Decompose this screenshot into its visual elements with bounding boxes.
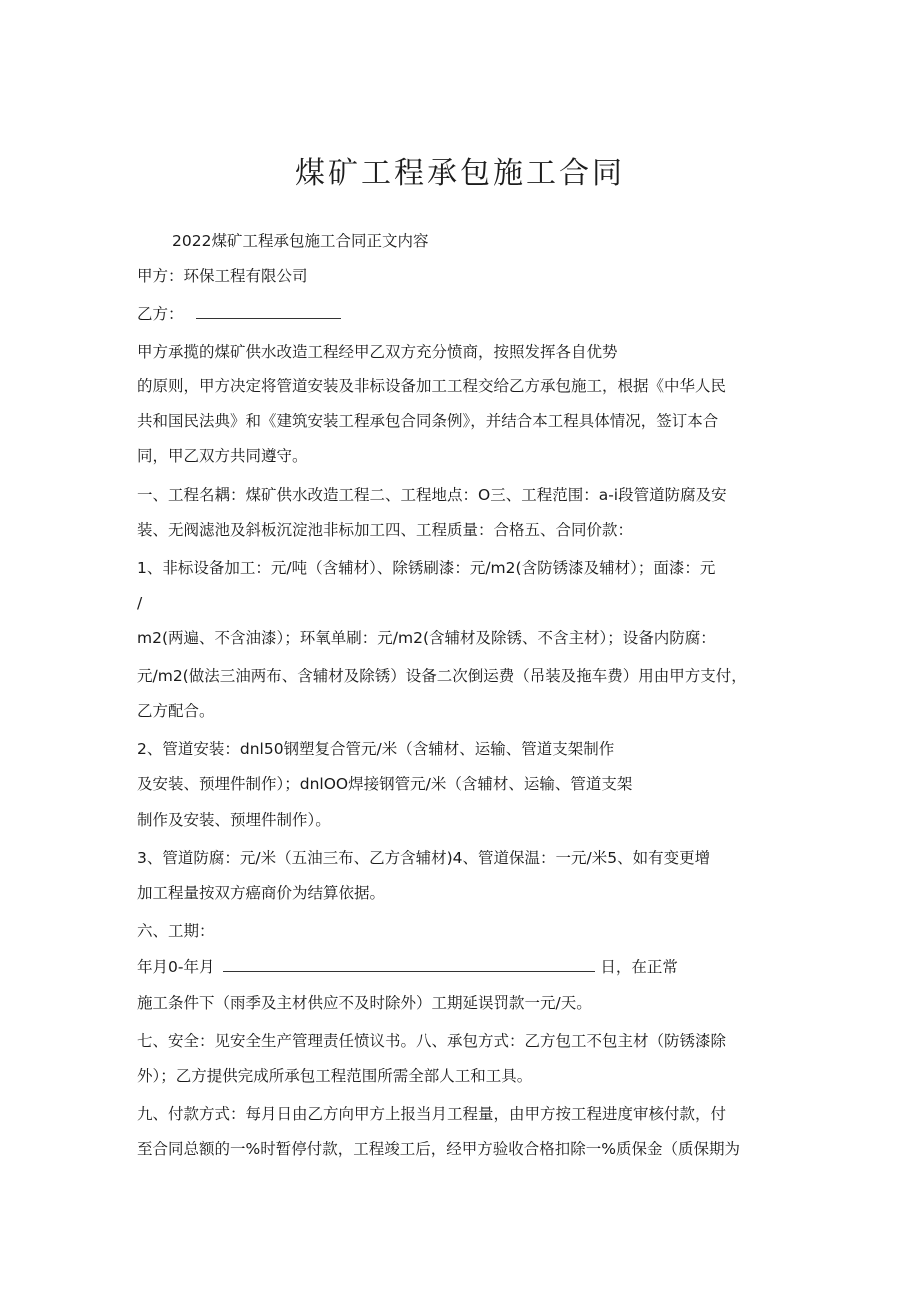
schedule-line xyxy=(137,955,678,979)
schedule-end-text: 日，在正常 xyxy=(600,958,678,976)
paragraph-line: 制作及安装、预埋件制作）。 xyxy=(137,811,331,829)
paragraph-line: 装、无阀滤池及斜板沉淀池非标加工四、工程质量：合格五、合同价款： xyxy=(137,521,634,539)
paragraph-line: 1、非标设备加工：元/吨（含辅材）、除锈刷漆：元∕m2(含防锈漆及辅材）；面漆：元 xyxy=(137,559,716,577)
paragraph-line: 的原则，甲方决定将管道安装及非标设备加工工程交给乙方承包施工，根据《中华人民 xyxy=(137,377,727,395)
party-a-line: 甲方：环保工程有限公司 xyxy=(137,267,308,285)
paragraph-line: 至合同总额的一%时暂停付款，工程竣工后，经甲方验收合格扣除一%质保金（质保期为 xyxy=(137,1140,740,1158)
paragraph-line: 一、工程名耦：煤矿供水改造工程二、工程地点：O三、工程范围：a-i段管道防腐及安 xyxy=(137,486,727,504)
paragraph-line: 九、付款方式：每月日由乙方向甲方上报当月工程量，由甲方按工程进度审核付款，付 xyxy=(137,1105,727,1123)
paragraph-line: 及安装、预埋件制作）；dnlOO焊接钢管元/米（含辅材、运输、管道支架 xyxy=(137,775,633,793)
paragraph-line: 甲方承揽的煤矿供水改造工程经甲乙双方充分愤商，按照发挥各自优势 xyxy=(137,343,618,361)
party-b-blank xyxy=(196,302,341,319)
party-b-label: 乙方： xyxy=(137,305,184,323)
subtitle-line: 2022煤矿工程承包施工合同正文内容 xyxy=(172,232,429,250)
paragraph-line: 2、管道安装：dnl50钢塑复合管元/米（含辅材、运输、管道支架制作 xyxy=(137,740,615,758)
paragraph-line: m2(两遍、不含油漆）；环氧单刷：元∕m2(含辅材及除锈、不含主材）；设备内防腐： xyxy=(137,629,716,647)
party-b-line xyxy=(137,302,341,326)
paragraph-line: 加工程量按双方癌商价为结算依据。 xyxy=(137,884,386,902)
paragraph-line: 乙方配合。 xyxy=(137,702,215,720)
paragraph-line: 共和国民法典》和《建筑安装工程承包合同条例》，并结合本工程具体情况，签订本合 xyxy=(137,412,719,430)
paragraph-line: 七、安全：见安全生产管理责任愤议书。八、承包方式：乙方包工不包主材（防锈漆除 xyxy=(137,1032,727,1050)
document-title: 煤矿工程承包施工合同 xyxy=(295,156,625,191)
paragraph-line: 元∕m2(做法三油两布、含辅材及除锈）设备二次倒运费（吊装及拖车费）用由甲方支付， xyxy=(137,667,747,685)
paragraph-line: 施工条件下（雨季及主材供应不及时除外）工期延误罚款一元/天。 xyxy=(137,994,592,1012)
schedule-blank xyxy=(223,955,595,972)
paragraph-line: 外）；乙方提供完成所承包工程范围所需全部人工和工具。 xyxy=(137,1067,533,1085)
schedule-start-text: 年月0-年月 xyxy=(137,958,215,976)
section-heading: 六、工期： xyxy=(137,922,215,940)
paragraph-line: / xyxy=(137,594,143,612)
paragraph-line: 3、管道防腐：元/米（五油三布、乙方含辅材)4、管道保温：一元/米5、如有变更增 xyxy=(137,849,711,867)
paragraph-line: 同，甲乙双方共同遵守。 xyxy=(137,447,308,465)
